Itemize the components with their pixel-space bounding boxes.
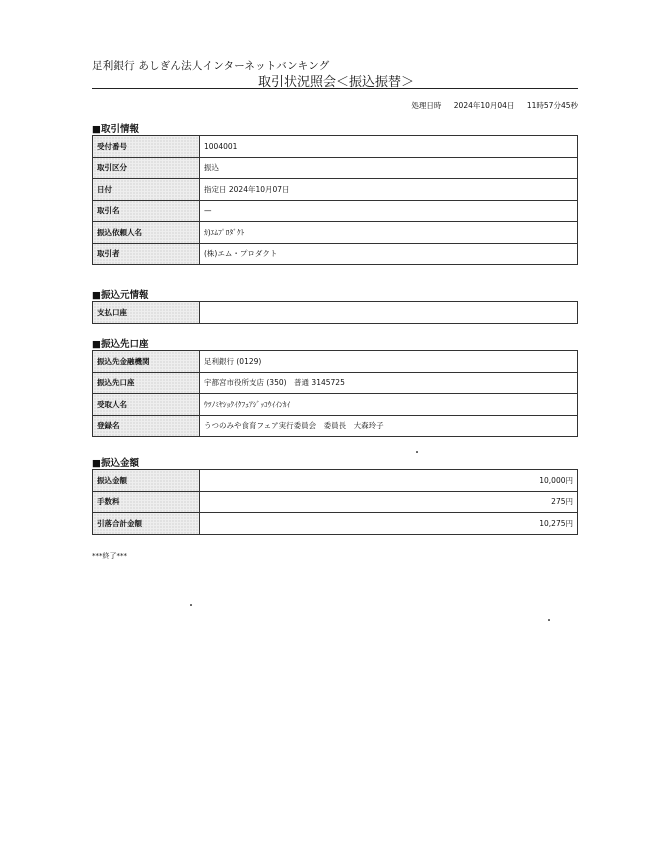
transaction-table [92,135,578,265]
bank-service-name: 足利銀行 あしぎん法人インターネットバンキング [92,60,330,72]
scan-speck [190,604,192,606]
table-row [93,157,578,179]
row-value: (株)エム・プロダクト [200,243,578,265]
row-label: 受取人名 [93,394,200,416]
table-row [93,351,578,373]
row-value [200,302,578,324]
row-value: ｶ)ｴﾑﾌﾟﾛﾀﾞｸﾄ [200,222,578,244]
row-label: 日付 [93,179,200,201]
table-row [93,491,578,513]
row-value: ｳﾂﾉﾐﾔｼｮｸｲｸﾌｪｱｼﾞｯｺｳｲｲﾝｶｲ [200,394,578,416]
row-value: 振込 [200,157,578,179]
table-row [93,415,578,437]
destination-table [92,350,578,437]
end-marker: ***終了*** [92,552,127,560]
row-label: 登録名 [93,415,200,437]
table-row [93,200,578,222]
table-row [93,372,578,394]
row-label: 振込依頼人名 [93,222,200,244]
row-label: 支払口座 [93,302,200,324]
processing-datetime [401,100,578,111]
table-row [93,302,578,324]
page-title: 取引状況照会＜振込振替＞ [257,75,414,90]
row-label: 振込先口座 [93,372,200,394]
row-label: 取引名 [93,200,200,222]
row-value: 指定日 2024年10月07日 [200,179,578,201]
processing-time: 11時57分45秒 [526,101,578,110]
amount-table [92,469,578,535]
row-label: 振込先金融機関 [93,351,200,373]
table-row [93,222,578,244]
row-label: 取引区分 [93,157,200,179]
row-label: 振込金額 [93,470,200,492]
table-row [93,243,578,265]
section-title-destination: ■振込先口座 [92,339,149,350]
row-label: 取引者 [93,243,200,265]
row-value: 1004001 [200,136,578,158]
scan-speck [416,451,418,453]
table-row [93,513,578,535]
table-row [93,470,578,492]
row-value: 275円 [200,491,578,513]
header-divider [92,88,578,89]
row-value: 足利銀行 (0129) [200,351,578,373]
row-label: 手数料 [93,491,200,513]
section-title-source: ■振込元情報 [92,290,149,301]
processing-date: 2024年10月04日 [453,101,515,110]
source-table [92,301,578,324]
section-title-transaction: ■取引情報 [92,124,139,135]
scan-speck [548,619,550,621]
table-row [93,179,578,201]
row-label: 受付番号 [93,136,200,158]
row-label: 引落合計金額 [93,513,200,535]
row-value: 宇都宮市役所支店 (350) 普通 3145725 [200,372,578,394]
table-row [93,394,578,416]
row-value: 10,000円 [200,470,578,492]
row-value: — [200,200,578,222]
processing-label: 処理日時 [411,101,442,110]
row-value: 10,275円 [200,513,578,535]
table-row [93,136,578,158]
row-value: うつのみや食育フェア実行委員会 委員長 大森玲子 [200,415,578,437]
section-title-amount: ■振込金額 [92,458,139,469]
